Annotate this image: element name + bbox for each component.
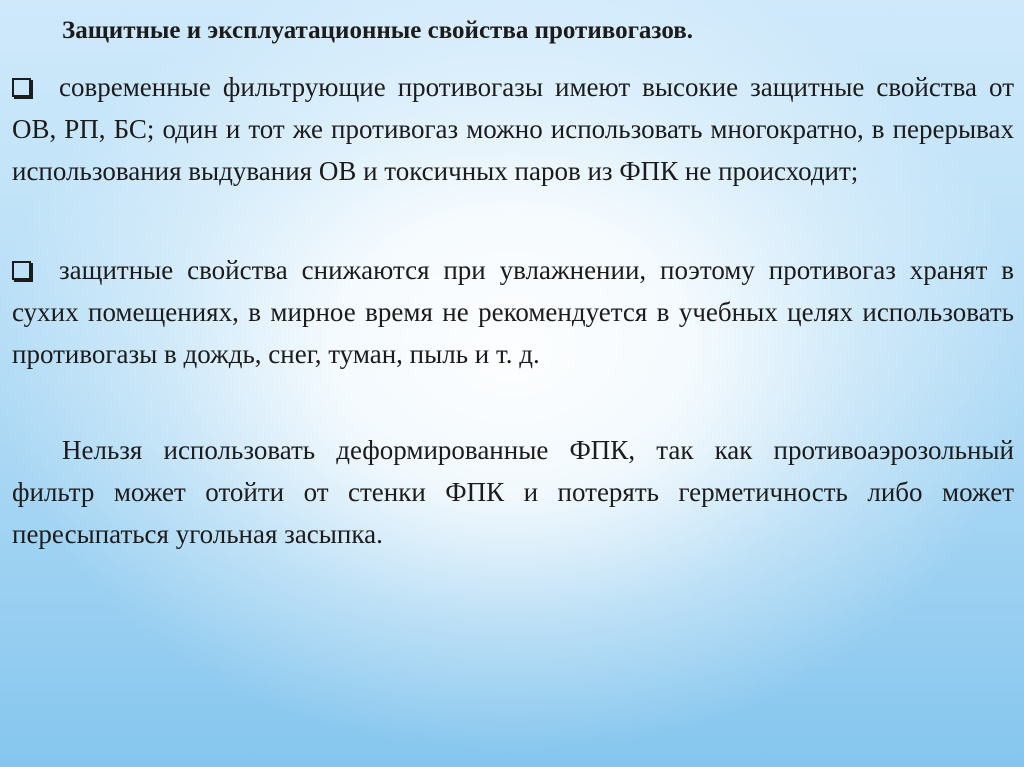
slide-title: Защитные и эксплуатационные свойства противогазов. <box>62 17 693 44</box>
bullet-text-1: современные фильтрующие противогазы имеют высокие защитные свойства от ОВ, РП, БС; один и тот же противогаз можно использовать многократно, в перерывах использования выдувания ОВ и токсичных паров из ФПК не происходит; <box>12 72 1014 186</box>
body-paragraph: Нельзя использовать деформированные ФПК, так как противоаэрозольный фильтр может отойти от стенки ФПК и потерять герметичность либо может пересыпаться угольная засыпка. <box>12 435 1014 549</box>
bullet-item-1 <box>12 66 1014 192</box>
bullet-text-2: защитные свойства снижаются при увлажнении, поэтому противогаз хранят в сухих помещениях, в мирное время не рекомендуется в учебных целях использовать противогазы в дождь, снег, туман, пыль и т. д. <box>12 255 1014 369</box>
checkbox-bullet-icon <box>12 261 31 280</box>
checkbox-bullet-icon <box>12 78 31 97</box>
bullet-item-2 <box>12 249 1014 375</box>
